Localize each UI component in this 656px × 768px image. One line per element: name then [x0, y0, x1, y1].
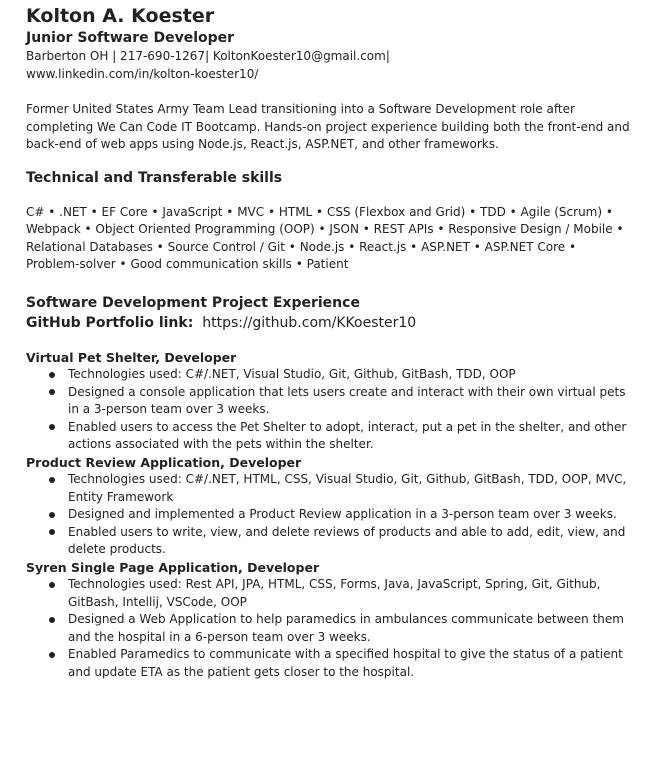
list-item: Enabled users to write, view, and delete reviews of products and able to add, edit, view, and delete products.	[68, 524, 630, 559]
job-title: Junior Software Developer	[26, 30, 235, 46]
experience-header	[26, 293, 630, 333]
list-item: Technologies used: C#/.NET, HTML, CSS, Visual Studio, Git, Github, GitBash, TDD, OOP, MVC, Entity Framework	[68, 471, 630, 506]
project-virtual-pet-shelter	[26, 349, 630, 454]
project-product-review	[26, 454, 630, 559]
project-bullets	[26, 471, 630, 559]
portfolio-link[interactable]: https://github.com/KKoester10	[202, 314, 417, 331]
skills-heading: Technical and Transferable skills	[26, 169, 283, 186]
contact-line: Barberton OH | 217-690-1267| KoltonKoester10@gmail.com|	[26, 49, 390, 63]
list-item: Technologies used: Rest API, JPA, HTML, CSS, Forms, Java, JavaScript, Spring, Git, Github, GitBash, Intellij, VSCode, OOP	[68, 576, 630, 611]
resume-header	[26, 4, 630, 83]
list-item: Technologies used: C#/.NET, Visual Studio, Git, Github, GitBash, TDD, OOP	[68, 366, 630, 384]
skills-list: C# • .NET • EF Core • JavaScript • MVC • HTML • CSS (Flexbox and Grid) • TDD • Agile (Scrum) • Webpack • Object Oriented Programming (OOP) • JSON • REST APIs • Responsive Design / Mobile • Relational Databases • Source Control / Git • Node.js • React.js • ASP.NET • ASP.NET Core • Problem-solver • Good communication skills • Patient	[26, 204, 624, 271]
linkedin-link[interactable]: www.linkedin.com/in/kolton-koester10/	[26, 66, 259, 81]
project-syren-spa	[26, 559, 630, 682]
summary-paragraph: Former United States Army Team Lead transitioning into a Software Development role after completing We Can Code IT Bootcamp. Hands-on project experience building both the front-end and back-end of web apps using Node.js, React.js, ASP.NET, and other frameworks.	[26, 102, 630, 151]
experience-heading: Software Development Project Experience	[26, 294, 360, 311]
portfolio-label: GitHub Portfolio link:	[26, 314, 194, 331]
project-bullets	[26, 366, 630, 454]
candidate-name: Kolton A. Koester	[26, 5, 215, 27]
list-item: Designed and implemented a Product Review application in a 3-person team over 3 weeks.	[68, 506, 630, 524]
list-item: Enabled users to access the Pet Shelter to adopt, interact, put a pet in the shelter, and other actions associated with the pets within the shelter.	[68, 419, 630, 454]
list-item: Enabled Paramedics to communicate with a specified hospital to give the status of a patient and update ETA as the patient gets closer to the hospital.	[68, 646, 630, 681]
project-title: Syren Single Page Application, Developer	[26, 559, 320, 575]
list-item: Designed a Web Application to help paramedics in ambulances communicate between them and the hospital in a 6-person team over 3 weeks.	[68, 611, 630, 646]
list-item: Designed a console application that lets users create and interact with their own virtual pets in a 3-person team over 3 weeks.	[68, 384, 630, 419]
projects-section	[26, 349, 630, 682]
portfolio-line	[26, 313, 630, 333]
project-bullets	[26, 576, 630, 681]
project-title: Product Review Application, Developer	[26, 454, 302, 470]
project-title: Virtual Pet Shelter, Developer	[26, 349, 237, 365]
